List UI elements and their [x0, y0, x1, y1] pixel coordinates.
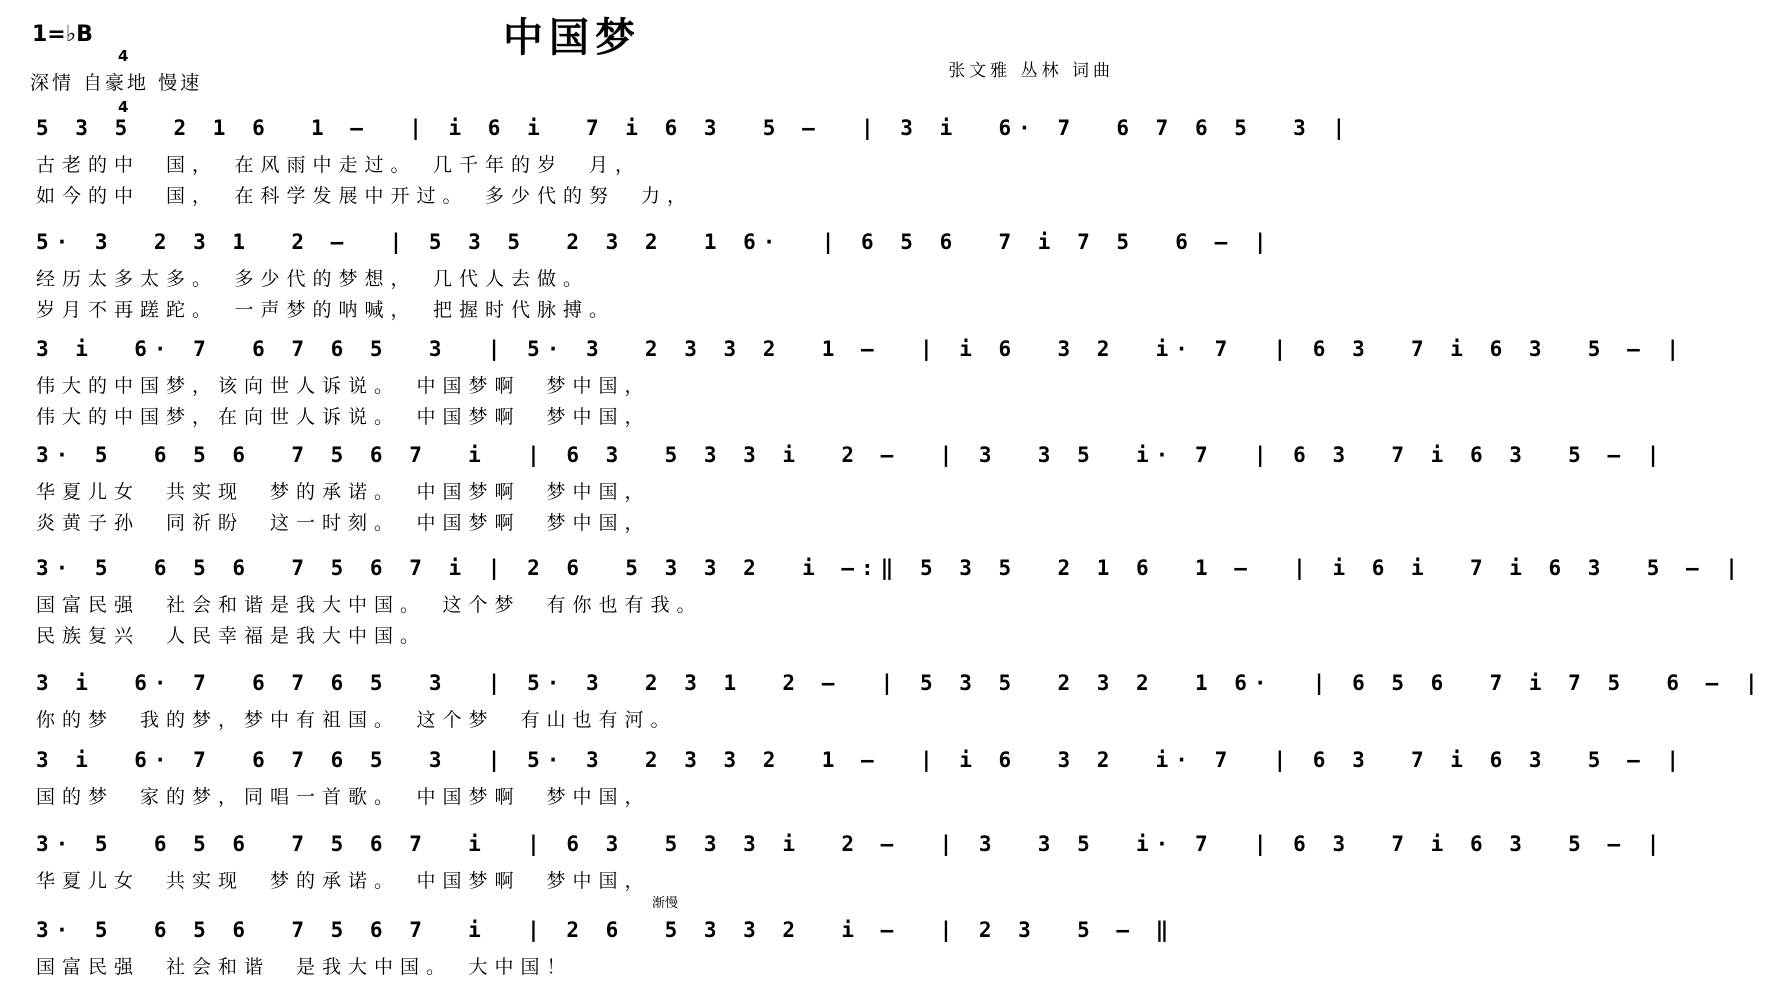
- notation-line: 3 i 6· 7 6 7 6 5 3 | 5· 3 2 3 3 2 1 – | i 6 3 2 i· 7 | 6 3 7 i 6 3 5 – |: [36, 748, 1687, 772]
- lyric-line: 炎黄子孙 同祈盼 这一时刻。 中国梦啊 梦中国，: [36, 512, 651, 534]
- ritardando-marking: 渐慢: [652, 896, 679, 911]
- lyric-line: 国富民强 社会和谐是我大中国。 这个梦 有你也有我。: [36, 594, 703, 616]
- notation-line: 3 i 6· 7 6 7 6 5 3 | 5· 3 2 3 1 2 – | 5 3 5 2 3 2 1 6· | 6 5 6 7 i 7 5 6 – |: [36, 671, 1765, 695]
- notation-line: 3 i 6· 7 6 7 6 5 3 | 5· 3 2 3 3 2 1 – | i 6 3 2 i· 7 | 6 3 7 i 6 3 5 – |: [36, 337, 1687, 361]
- notation-line: 3· 5 6 5 6 7 5 6 7 i | 2 6 5 3 3 2 i – | 2 3 5 – ‖: [36, 918, 1176, 942]
- lyric-line: 你的梦 我的梦，梦中有祖国。 这个梦 有山也有河。: [36, 709, 677, 731]
- notation-line: 5 3 5 2 1 6 1 – | i 6 i 7 i 6 3 5 – | 3 i 6· 7 6 7 6 5 3 |: [36, 116, 1353, 140]
- notation-line: 3· 5 6 5 6 7 5 6 7 i | 2 6 5 3 3 2 i –:‖ 5 3 5 2 1 6 1 – | i 6 i 7 i 6 3 5 – |: [36, 556, 1745, 580]
- lyric-line: 岁月不再蹉跎。 一声梦的呐喊， 把握时代脉搏。: [36, 299, 616, 321]
- credit-line: 张文雅 丛林 词曲: [948, 61, 1114, 81]
- lyric-line: 伟大的中国梦，该向世人诉说。 中国梦啊 梦中国，: [36, 375, 651, 397]
- tempo-marking: 深情 自豪地 慢速: [30, 72, 203, 94]
- lyric-line: 华夏儿女 共实现 梦的承诺。 中国梦啊 梦中国，: [36, 870, 651, 892]
- notation-line: 5· 3 2 3 1 2 – | 5 3 5 2 3 2 1 6· | 6 5 6 7 i 7 5 6 – |: [36, 230, 1274, 254]
- time-bottom: 4: [118, 98, 129, 116]
- lyric-line: 如今的中 国， 在科学发展中开过。 多少代的努 力，: [36, 185, 694, 207]
- lyric-line: 民族复兴 人民幸福是我大中国。: [36, 625, 427, 647]
- lyric-line: 经历太多太多。 多少代的梦想， 几代人去做。: [36, 268, 590, 290]
- notation-line: 3· 5 6 5 6 7 5 6 7 i | 6 3 5 3 3 i 2 – | 3 3 5 i· 7 | 6 3 7 i 6 3 5 – |: [36, 832, 1667, 856]
- lyric-line: 国富民强 社会和谐 是我大中国。 大中国！: [36, 956, 573, 978]
- notation-line: 3· 5 6 5 6 7 5 6 7 i | 6 3 5 3 3 i 2 – | 3 3 5 i· 7 | 6 3 7 i 6 3 5 – |: [36, 443, 1667, 467]
- lyric-line: 伟大的中国梦，在向世人诉说。 中国梦啊 梦中国，: [36, 406, 651, 428]
- lyric-line: 华夏儿女 共实现 梦的承诺。 中国梦啊 梦中国，: [36, 481, 651, 503]
- page-title: 中国梦: [503, 15, 641, 61]
- time-top: 4: [118, 47, 129, 65]
- lyric-line: 国的梦 家的梦，同唱一首歌。 中国梦啊 梦中国，: [36, 786, 651, 808]
- lyric-line: 古老的中 国， 在风雨中走过。 几千年的岁 月，: [36, 154, 642, 176]
- key-signature: 1=♭B: [32, 22, 93, 47]
